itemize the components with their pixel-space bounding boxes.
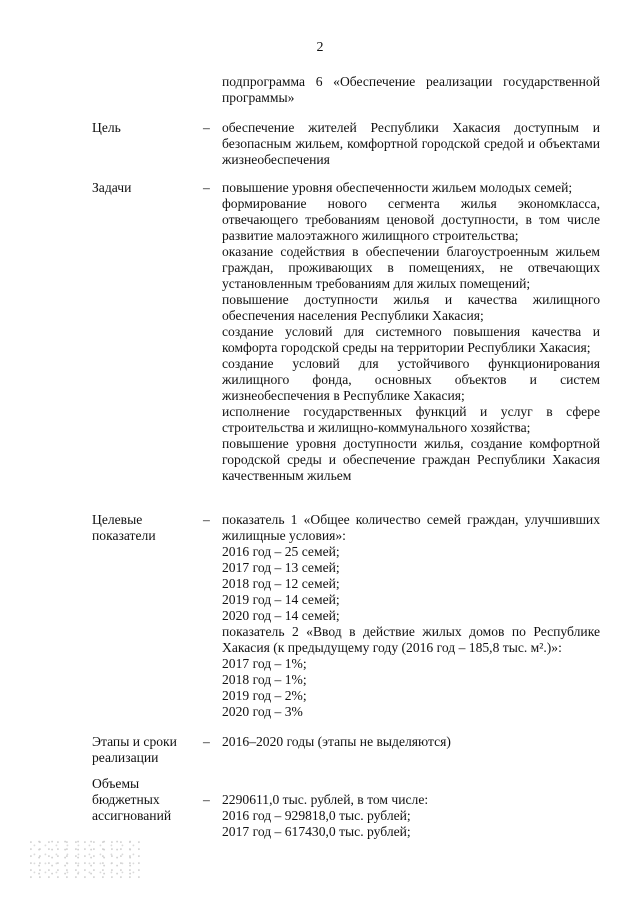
section-label: Задачи — [92, 180, 132, 195]
section-paragraph: 2020 год – 3% — [222, 704, 303, 719]
section-dash: – — [203, 734, 210, 749]
section-paragraph: исполнение государственных функций и услуг в сфере строительства и жилищно-коммунального хозяйства; — [222, 404, 600, 435]
section-dash: – — [203, 512, 210, 527]
section-dash: – — [203, 120, 210, 135]
section-label: Объемы бюджетных ассигнований — [92, 776, 172, 823]
section-label: Целевые показатели — [92, 512, 156, 543]
section-paragraph: создание условий для системного повышения качества и комфорта городской среды на территории Республики Хакасия; — [222, 324, 600, 355]
section-paragraph: 2290611,0 тыс. рублей, в том числе: — [222, 792, 429, 807]
section-paragraph: 2017 год – 1%; — [222, 656, 307, 671]
section-value — [222, 792, 600, 840]
section-paragraph: оказание содействия в обеспечении благоустроенным жильем граждан, проживающих в помещениях, не отвечающих установленным требованиям для жилых помещений; — [222, 244, 600, 291]
section-paragraph: показатель 2 «Ввод в действие жилых домов по Республике Хакасия (к предыдущему году (2016 год – 185,8 тыс. м².)»: — [222, 624, 600, 655]
section-paragraph: 2017 год – 13 семей; — [222, 560, 340, 575]
section-paragraph: повышение доступности жилья и качества жилищного обеспечения населения Республики Хакасия; — [222, 292, 600, 323]
section-paragraph: показатель 1 «Общее количество семей граждан, улучшивших жилищные условия»: — [222, 512, 600, 543]
section-paragraph: 2016–2020 годы (этапы не выделяются) — [222, 734, 451, 749]
section-value — [222, 180, 600, 484]
section-paragraph: повышение уровня обеспеченности жильем молодых семей; — [222, 180, 573, 195]
section-paragraph: 2016 год – 25 семей; — [222, 544, 340, 559]
section-paragraph: формирование нового сегмента жилья экономкласса, отвечающего требованиям ценовой доступности, в том числе развитие малоэтажного жилищного строительства; — [222, 196, 600, 243]
section-paragraph: 2019 год – 2%; — [222, 688, 307, 703]
intro-subprogram-text: подпрограмма 6 «Обеспечение реализации государственной программы» — [222, 74, 600, 105]
section-label: Цель — [92, 120, 121, 135]
section-paragraph: обеспечение жителей Республики Хакасия доступным и безопасным жильем, комфортной городской средой и объектами жизнеобеспечения — [222, 120, 600, 167]
section-value — [222, 512, 600, 720]
scan-noise — [30, 840, 140, 880]
section-paragraph: 2018 год – 1%; — [222, 672, 307, 687]
section-paragraph: 2019 год – 14 семей; — [222, 592, 340, 607]
section-paragraph: 2020 год – 14 семей; — [222, 608, 340, 623]
section-paragraph: создание условий для устойчивого функционирования жилищного фонда, основных объектов и систем жизнеобеспечения в Республике Хакасия; — [222, 356, 600, 403]
section-paragraph: 2016 год – 929818,0 тыс. рублей; — [222, 808, 411, 823]
section-paragraph: 2018 год – 12 семей; — [222, 576, 340, 591]
page-number: 2 — [316, 40, 324, 55]
section-paragraph: повышение уровня доступности жилья, создание комфортной городской среды и обеспечение граждан Республики Хакасия качественным жильем — [222, 436, 600, 483]
section-value — [222, 120, 600, 168]
section-paragraph: 2017 год – 617430,0 тыс. рублей; — [222, 824, 411, 839]
section-label: Этапы и сроки реализации — [92, 734, 177, 765]
section-value — [222, 734, 600, 750]
section-dash: – — [203, 792, 210, 807]
section-dash: – — [203, 180, 210, 195]
